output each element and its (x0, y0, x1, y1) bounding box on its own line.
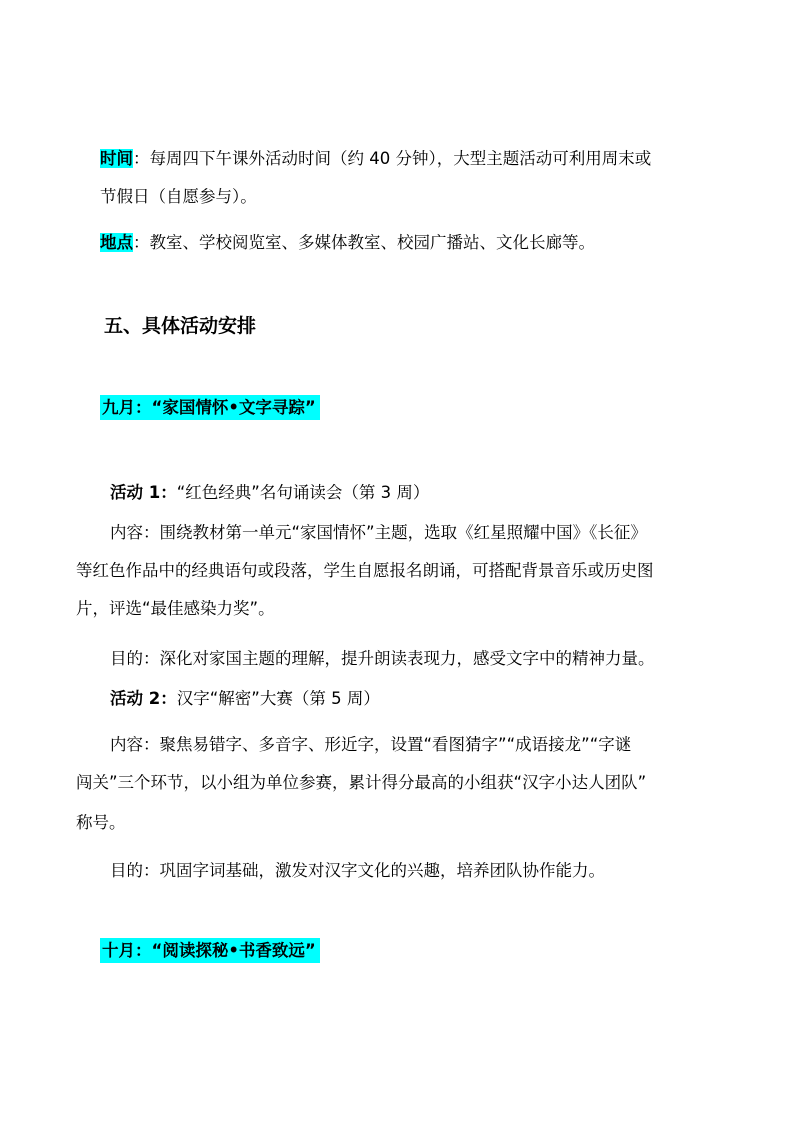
activity-2-content-1: 内容：聚焦易错字、多音字、形近字，设置“看图猜字”“成语接龙”“字谜 (110, 735, 632, 754)
activity-2-title (110, 688, 380, 710)
activity-2-content-2: 闯关”三个环节，以小组为单位参赛，累计得分最高的小组获“汉字小达人团队” (76, 773, 647, 792)
activity-1-label: 活动 1： (110, 483, 177, 502)
month-october-label: 十月：“阅读探秘•书香致远” (100, 938, 320, 963)
activity-1-name: “红色经典”名句诵读会（第 3 周） (176, 483, 430, 502)
place-label: 地点 (100, 233, 133, 252)
activity-1-content-1: 内容：围绕教材第一单元“家国情怀”主题，选取《红星照耀中国》《长征》 (110, 523, 647, 542)
section-title: 五、具体活动安排 (104, 315, 257, 337)
activity-2-content-3: 称号。 (76, 813, 126, 832)
time-text-1: ：每周四下午课外活动时间（约 40 分钟），大型主题活动可利用周末或 (133, 149, 652, 168)
place-text: ：教室、学校阅览室、多媒体教室、校园广播站、文化长廊等。 (133, 233, 595, 252)
activity-1-content-2: 等红色作品中的经典语句或段落，学生自愿报名朗诵，可搭配背景音乐或历史图 (76, 561, 654, 580)
month-heading-september (100, 397, 320, 419)
month-september-label: 九月：“家国情怀•文字寻踪” (100, 395, 320, 420)
activity-2-label: 活动 2： (110, 689, 177, 708)
activity-1-goal: 目的：深化对家国主题的理解，提升朗读表现力，感受文字中的精神力量。 (110, 649, 655, 668)
time-line-2 (100, 186, 257, 208)
month-heading-october (100, 940, 320, 962)
time-label: 时间 (100, 149, 133, 168)
activity-1-title (110, 482, 429, 504)
activity-2-name: 汉字“解密”大赛（第 5 周） (176, 689, 380, 708)
activity-1-content-3: 片，评选“最佳感染力奖”。 (76, 599, 275, 618)
activity-2-goal: 目的：巩固字词基础，激发对汉字文化的兴趣，培养团队协作能力。 (110, 861, 605, 880)
place-line (100, 232, 595, 254)
time-line-1 (100, 148, 651, 170)
time-text-2: 节假日（自愿参与）。 (100, 187, 257, 206)
